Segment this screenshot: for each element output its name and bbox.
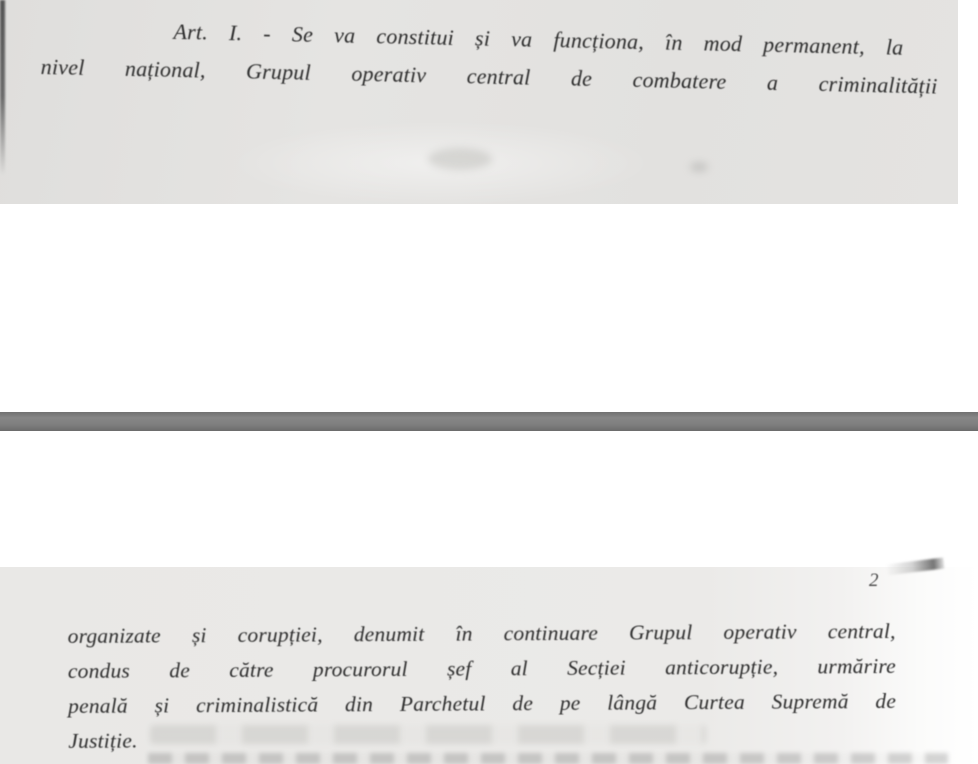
smudge-mark <box>690 162 708 172</box>
text-line: penală și criminalistică din Parchetul de pe lângă Curtea Supremă de <box>68 688 897 718</box>
text-line: condus de către procurorul șef al Secției anticorupție, urmărire <box>67 653 896 684</box>
page-number: 2 <box>869 570 879 591</box>
scan-edge-shadow <box>0 0 5 175</box>
corner-fold-mark <box>886 558 945 576</box>
page-2-fragment <box>0 567 978 764</box>
ghost-text-line <box>148 753 948 764</box>
text-line: organizate și corupției, denumit în continuare Grupul operativ central, <box>67 618 896 649</box>
text-line: Art. I. - Se va constitui și va funcționa, în mod permanent, la <box>173 18 904 60</box>
page-1-text <box>40 10 941 106</box>
text-line: nivel național, Grupul operativ central de combatere a criminalității <box>40 53 938 99</box>
text-line: Justiție. <box>68 728 138 753</box>
smudge-mark <box>428 148 492 170</box>
page-1-fragment <box>0 0 958 204</box>
page-divider-bar <box>0 412 978 431</box>
bleed-through-smudge <box>150 725 706 744</box>
